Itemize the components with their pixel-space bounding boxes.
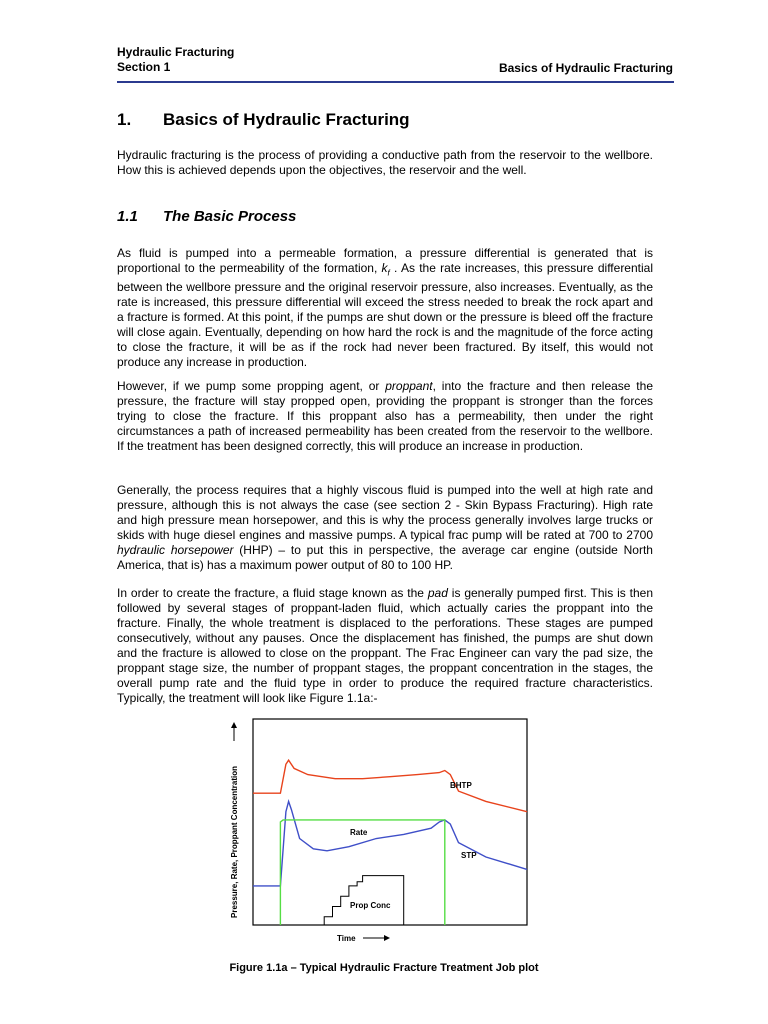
header-rule	[117, 81, 674, 83]
series-label-bhtp: BHTP	[450, 781, 472, 790]
chapter-title: Basics of Hydraulic Fracturing	[163, 110, 410, 129]
series-label-stp: STP	[461, 851, 477, 860]
header-right-title: Basics of Hydraulic Fracturing	[498, 61, 673, 75]
x-axis-label: Time	[337, 934, 356, 943]
x-axis-arrow-head	[384, 935, 390, 941]
y-axis-label: Pressure, Rate, Proppant Concentration	[230, 765, 239, 918]
paragraph-2: However, if we pump some propping agent, or proppant, into the fracture and then release the pressure, the fracture will stay propped open, providing the proppant is stronger than the forces trying to close the fracture. If this proppant also has a permeability, then under the right circumstances a path of increased permeability has been created from the reservoir to the wellbore. If the treatment has been designed correctly, this will produce an increase in production.	[117, 379, 653, 453]
treatment-chart-svg	[222, 714, 542, 954]
plot-frame	[253, 719, 527, 925]
y-axis-arrow-head	[231, 722, 237, 728]
hhp-term: hydraulic horsepower	[117, 543, 234, 557]
treatment-chart	[222, 714, 542, 954]
series-bhtp-line	[253, 760, 527, 812]
header-left	[117, 45, 234, 75]
series-label-prop: Prop Conc	[350, 901, 391, 910]
permeability-symbol: k	[381, 261, 388, 275]
section-title: The Basic Process	[163, 208, 297, 225]
series-label-rate: Rate	[350, 828, 368, 837]
permeability-subscript: f	[387, 268, 390, 278]
intro-paragraph: Hydraulic fracturing is the process of providing a conductive path from the reservoir to the wellbore. How this is achieved depends upon the objectives, the reservoir and the well.	[117, 148, 653, 177]
paragraph-1: As fluid is pumped into a permeable formation, a pressure differential is generated that is proportional to the permeability of the formation, $k_f$ . As the rate increases, this pressure differential between the wellbore pressure and the original reservoir pressure, also increases. Eventually, as the rate is increased, this pressure differential will exceed the stress needed to break the rock apart and a fracture is formed. At this point, if the pumps are shut down or the pressure is bleed off the fracture will close again. Eventually, depending on how hard the rock is and the magnitude of the force acting to close the fracture, it will be as if the rock had never been fractured. By itself, this would not produce any increase in production.	[117, 246, 653, 370]
figure-caption: Figure 1.1a – Typical Hydraulic Fracture Treatment Job plot	[229, 962, 539, 974]
paragraph-4: In order to create the fracture, a fluid stage known as the pad is generally pumped first. This is then followed by several stages of proppant-laden fluid, which actually caries the proppant into the fracture. Finally, the whole treatment is displaced to the perforations. These stages are pumped consecutively, without any pauses. Once the displacement has finished, the pumps are shut down and the fracture is allowed to close on the proppant. The Frac Engineer can vary the pad size, the proppant stage size, the number of proppant stages, the proppant concentration in the stages, the overall pump rate and the fluid type in order to produce the required fracture characteristics. Typically, the treatment will look like Figure 1.1a:-	[117, 586, 653, 705]
pad-term: pad	[427, 586, 448, 600]
proppant-term: proppant	[385, 379, 433, 393]
chapter-number: 1.	[117, 110, 132, 129]
chapter-heading	[117, 110, 410, 130]
doc-title: Hydraulic Fracturing	[117, 45, 235, 59]
section-label: Section 1	[117, 60, 171, 74]
paragraph-3: Generally, the process requires that a highly viscous fluid is pumped into the well at high rate and pressure, although this is not always the case (see section 2 - Skin Bypass Fracturing). High rate and high pressure mean horsepower, and this is why the process generally involves large trucks or skids with huge diesel engines and massive pumps. A typical frac pump will be rated at 700 to 2700 hydraulic horsepower (HHP) – to put this in perspective, the average car engine (outside North America, that is) has a maximum power output of 80 to 100 HP.	[117, 483, 653, 572]
section-heading	[117, 208, 296, 225]
section-number: 1.1	[117, 208, 138, 225]
series-stp-line	[253, 801, 527, 886]
